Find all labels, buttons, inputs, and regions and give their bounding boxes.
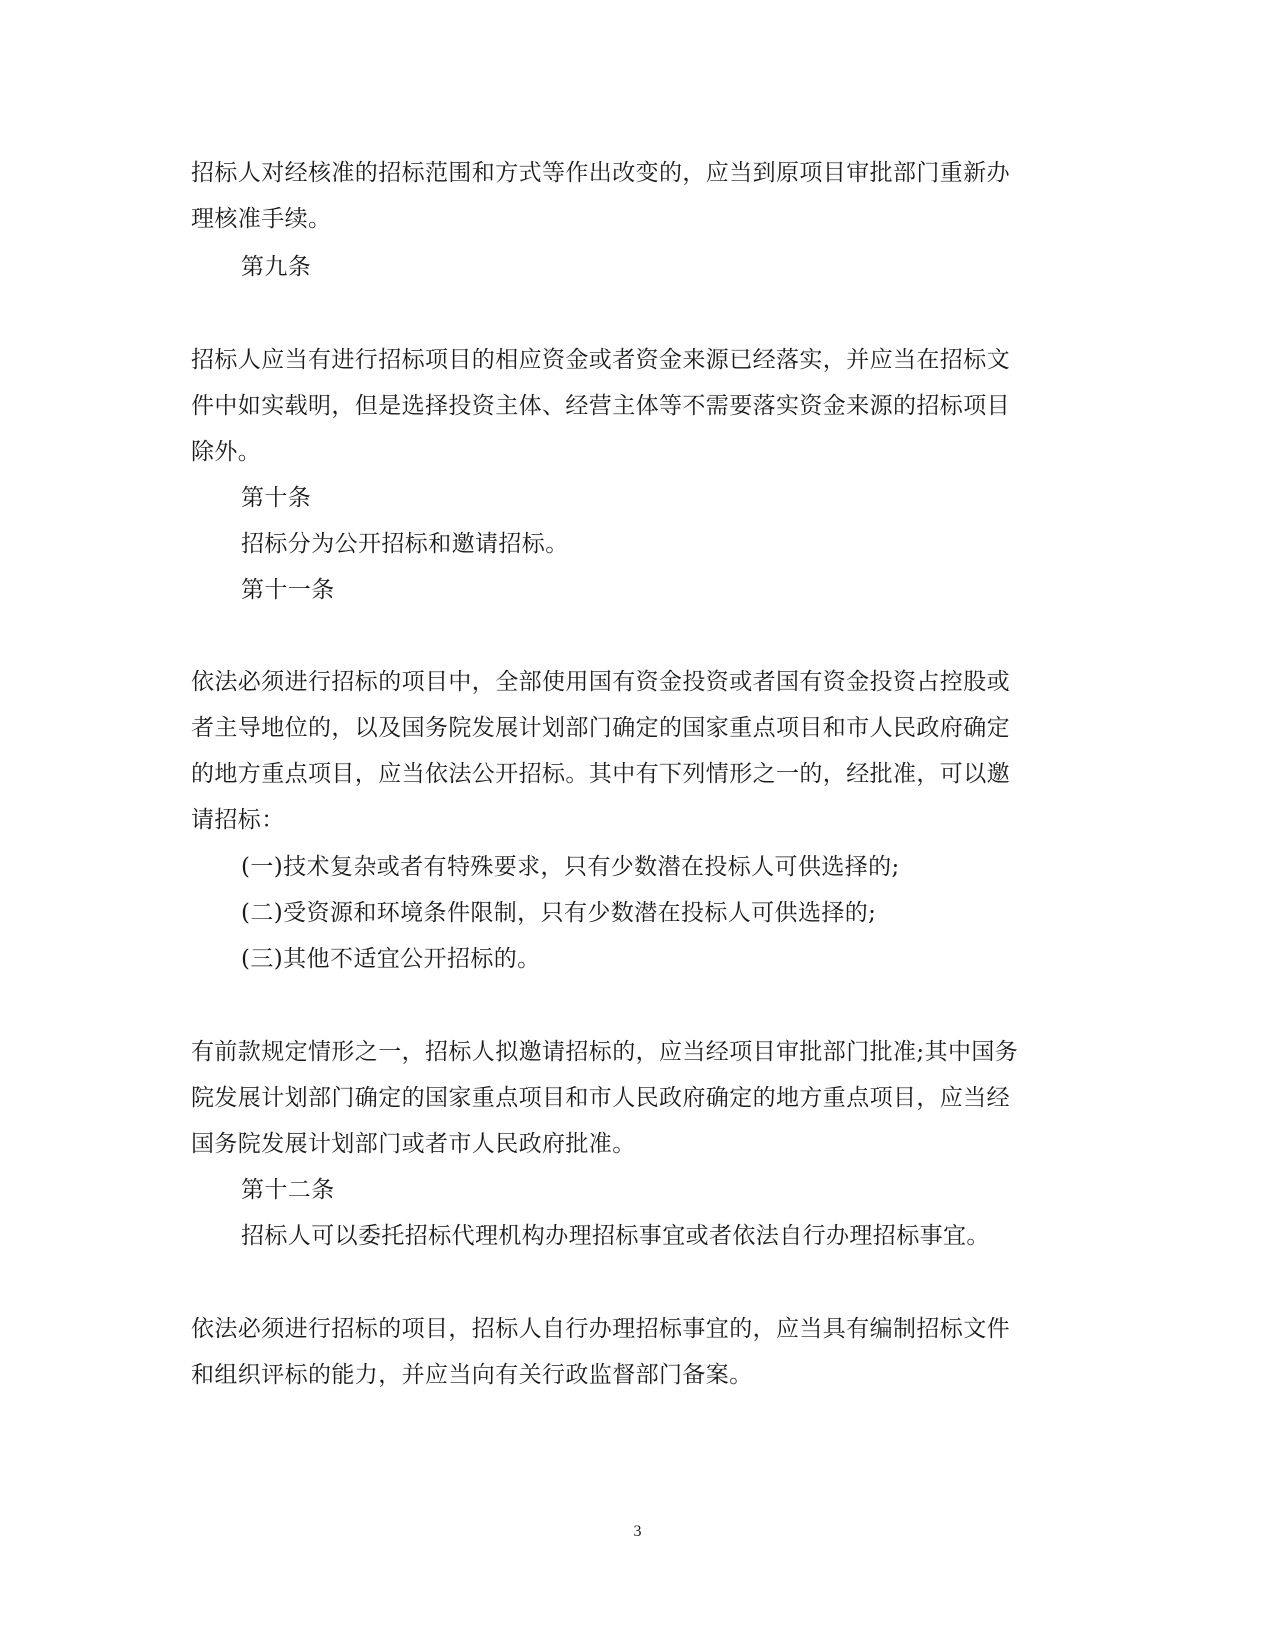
- paragraph-line: 依法必须进行招标的项目中，全部使用国有资金投资或者国有资金投资占控股或: [191, 669, 1010, 695]
- paragraph-line: 和组织评标的能力，并应当向有关行政监督部门备案。: [191, 1362, 753, 1388]
- list-item: (二)受资源和环境条件限制，只有少数潜在投标人可供选择的;: [241, 900, 877, 926]
- paragraph-line: 招标人应当有进行招标项目的相应资金或者资金来源已经落实，并应当在招标文: [191, 347, 1010, 373]
- article-heading-10: 第十条: [241, 485, 312, 511]
- list-item: (一)技术复杂或者有特殊要求，只有少数潜在投标人可供选择的;: [241, 854, 900, 880]
- page-number: 3: [633, 1523, 642, 1540]
- paragraph-line: 国务院发展计划部门或者市人民政府批准。: [191, 1131, 636, 1157]
- article-heading-9: 第九条: [241, 254, 312, 280]
- paragraph-line: 招标人可以委托招标代理机构办理招标事宜或者依法自行办理招标事宜。: [241, 1223, 990, 1249]
- paragraph-line: 院发展计划部门确定的国家重点项目和市人民政府确定的地方重点项目，应当经: [191, 1085, 1010, 1111]
- paragraph-line: 招标分为公开招标和邀请招标。: [241, 531, 569, 557]
- article-heading-11: 第十一条: [241, 577, 335, 603]
- list-item: (三)其他不适宜公开招标的。: [241, 946, 541, 972]
- paragraph-line: 依法必须进行招标的项目，招标人自行办理招标事宜的，应当具有编制招标文件: [191, 1316, 1010, 1342]
- paragraph-line: 除外。: [191, 439, 262, 465]
- article-heading-12: 第十二条: [241, 1177, 335, 1203]
- paragraph-line: 件中如实载明，但是选择投资主体、经营主体等不需要落实资金来源的招标项目: [191, 393, 1010, 419]
- paragraph-line: 的地方重点项目，应当依法公开招标。其中有下列情形之一的，经批准，可以邀: [191, 761, 1010, 787]
- paragraph-line: 招标人对经核准的招标范围和方式等作出改变的，应当到原项目审批部门重新办: [191, 160, 1010, 186]
- paragraph-line: 请招标：: [191, 807, 285, 833]
- paragraph-line: 理核准手续。: [191, 206, 332, 232]
- paragraph-line: 者主导地位的，以及国务院发展计划部门确定的国家重点项目和市人民政府确定: [191, 715, 1010, 741]
- paragraph-line: 有前款规定情形之一，招标人拟邀请招标的，应当经项目审批部门批准;其中国务: [191, 1039, 1019, 1065]
